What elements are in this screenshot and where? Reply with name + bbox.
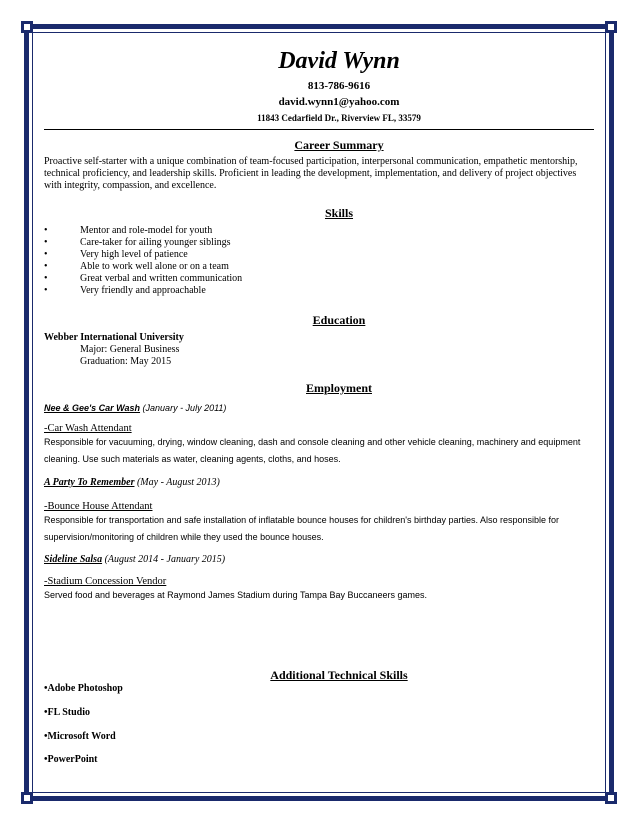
header-divider	[44, 129, 594, 130]
employer: Nee & Gee's Car Wash	[44, 403, 141, 413]
job-role: -Bounce House Attendant	[44, 501, 153, 512]
bullet-icon: •	[44, 237, 48, 248]
major: Major: General Business	[80, 344, 180, 355]
candidate-name: David Wynn	[278, 48, 400, 74]
corner-ornament	[605, 792, 617, 804]
corner-ornament	[21, 792, 33, 804]
job-header	[44, 554, 225, 565]
job-role: -Stadium Concession Vendor	[44, 576, 167, 587]
bullet-icon: •	[44, 273, 48, 284]
career-summary-text: Proactive self-starter with a unique combination of team-focused participation, interpersonal communication, empathetic mentorship, technical proficiency, and leadership skills. Proficient in leading the development, implementation, and delivery of project objectives with integrity, compassion, and excellence.	[44, 156, 578, 191]
bullet-icon: •	[44, 285, 48, 296]
bullet-icon: •	[44, 249, 48, 260]
employer: Sideline Salsa	[44, 554, 103, 565]
corner-ornament	[605, 21, 617, 33]
list-item: • Mentor and role-model for youth	[44, 225, 213, 236]
job-role: -Car Wash Attendant	[44, 423, 132, 434]
technical-skill: •Adobe Photoshop	[44, 683, 123, 694]
job-header	[44, 403, 226, 413]
list-item: • Great verbal and written communication	[44, 273, 243, 284]
bullet-icon: •	[44, 225, 48, 236]
bullet-icon: •	[44, 261, 48, 272]
job-description: Responsible for vacuuming, drying, window cleaning, dash and console cleaning and other vehicle cleaning, machinery and equipment cleaning. Use such materials as water, cleaning agents, cloths, and hoses.	[44, 437, 581, 464]
technical-skills-heading: Additional Technical Skills	[270, 668, 408, 682]
corner-ornament	[21, 21, 33, 33]
skills-list	[44, 225, 242, 297]
list-item: • Care-taker for ailing younger siblings	[44, 237, 231, 248]
employer: A Party To Remember	[44, 477, 135, 488]
career-summary-heading: Career Summary	[294, 138, 384, 152]
education-heading: Education	[312, 313, 366, 327]
school-name: Webber International University	[44, 332, 184, 343]
graduation: Graduation: May 2015	[80, 356, 172, 367]
technical-skill: •FL Studio	[44, 707, 91, 718]
list-item: • Very friendly and approachable	[44, 285, 206, 296]
job-dates: (August 2014 - January 2015)	[104, 554, 226, 565]
technical-skill: •Microsoft Word	[44, 731, 116, 742]
address: 11843 Cedarfield Dr., Riverview FL, 33579	[257, 113, 421, 123]
list-item: • Very high level of patience	[44, 249, 188, 260]
job-description: Responsible for transportation and safe installation of inflatable bounce houses for children's birthday parties. Also responsible for supervision/monitoring of children while they used the bounce houses.	[44, 515, 560, 542]
list-item: • Able to work well alone or on a team	[44, 261, 229, 272]
email: david.wynn1@yahoo.com	[278, 96, 400, 108]
job-dates: (May - August 2013)	[136, 477, 220, 488]
technical-skill: •PowerPoint	[44, 754, 98, 765]
phone: 813-786-9616	[307, 80, 371, 92]
job-description: Served food and beverages at Raymond James Stadium during Tampa Bay Buccaneers games.	[44, 590, 428, 600]
job-dates: (January - July 2011)	[142, 403, 227, 413]
employment-heading: Employment	[306, 381, 372, 395]
skills-heading: Skills	[324, 206, 354, 220]
job-header	[44, 477, 220, 488]
